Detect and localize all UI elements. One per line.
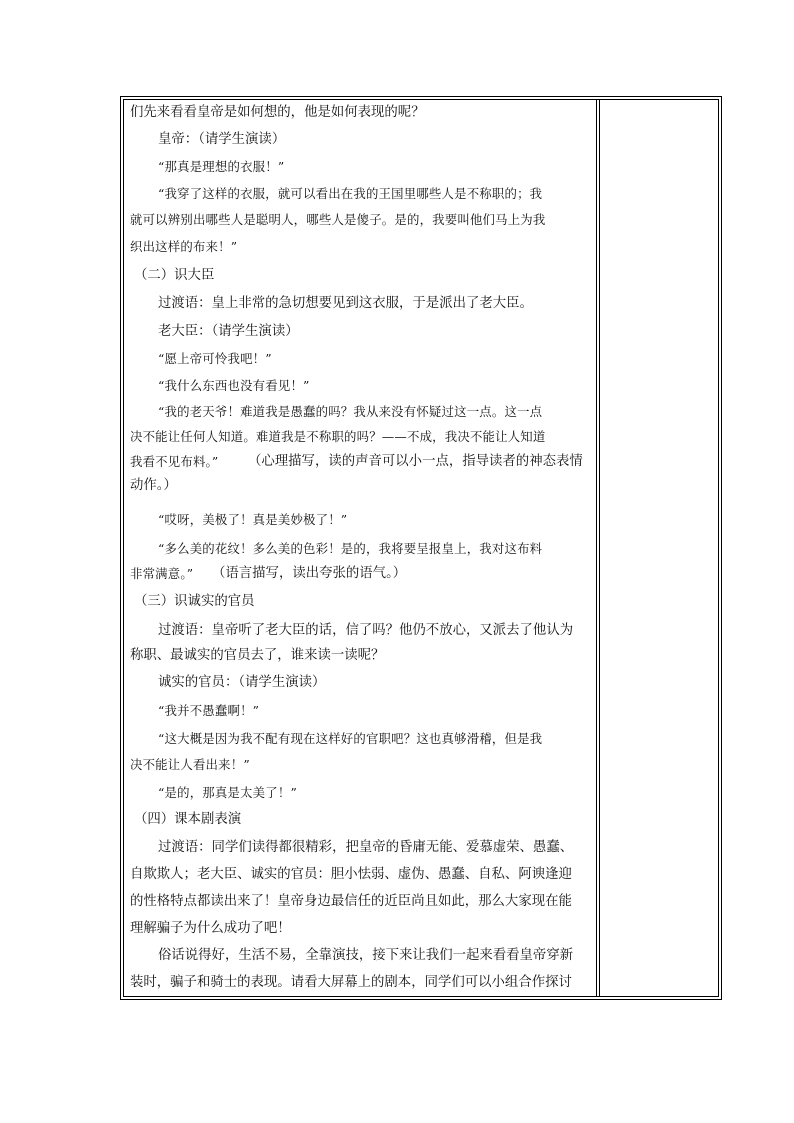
section-heading: （四）课本剧表演 [134, 812, 242, 827]
text-line: 俗话说得好，生活不易，全靠演技，接下来让我们一起来看看皇帝穿新 [158, 948, 574, 963]
text-line: 诚实的官员：（请学生演读） [158, 675, 326, 690]
quote-line: 织出这样的布来！” [130, 239, 238, 254]
column-divider [596, 100, 597, 996]
section-heading: （二）识大臣 [134, 268, 215, 283]
quote-line: “我的老天爷！难道我是愚蠢的吗？我从来没有怀疑过这一点。这一点 [158, 404, 543, 419]
text-line: 们先来看看皇帝是如何想的，他是如何表现的呢？ [130, 105, 425, 120]
column-divider-double [599, 100, 600, 996]
quote-line: “我穿了这样的衣服，就可以看出在我的王国里哪些人是不称职的；我 [158, 186, 543, 201]
text-line: 皇帝：（请学生演读） [158, 132, 286, 147]
text-line: 老大臣：（请学生演读） [158, 324, 299, 339]
text-line: 动作。） [130, 478, 177, 493]
text-line: 装时，骗子和骑士的表现。请看大屏幕上的剧本，同学们可以小组合作探讨 [130, 975, 572, 990]
text-line: 过渡语：皇帝听了老大臣的话，信了吗？他仍不放心，又派去了他认为 [158, 623, 574, 638]
annotation-text: （心理描写，读的声音可以小一点，指导读者的神态表情 [248, 454, 583, 469]
quote-line: 就可以辨别出哪些人是聪明人，哪些人是傻子。是的，我要叫他们马上为我 [130, 212, 546, 227]
quote-line: 我看不见布料。” [130, 454, 219, 469]
quote-line: 决不能让人看出来！” [130, 757, 250, 772]
text-line: 自欺欺人；老大臣、诚实的官员：胆小怯弱、虚伪、愚蠢、自私、阿谀逢迎 [130, 867, 572, 882]
quote-line: “愿上帝可怜我吧！” [158, 351, 272, 366]
table-inner-border [123, 99, 719, 997]
quote-line: “是的，那真是太美了！” [158, 785, 297, 800]
quote-line: “哎呀，美极了！真是美妙极了！” [158, 512, 348, 527]
lesson-table [120, 96, 722, 1000]
quote-line: “多么美的花纹！多么美的色彩！是的，我将要呈报皇上，我对这布料 [158, 541, 543, 556]
text-line: 过渡语：同学们读得都很精彩，把皇帝的昏庸无能、爱慕虚荣、愚蠢、 [158, 840, 574, 855]
text-line: 的性格特点都读出来了！皇帝身边最信任的近臣尚且如此，那么大家现在能 [130, 894, 572, 909]
quote-line: “我什么东西也没有看见！” [158, 378, 310, 393]
quote-line: 非常满意。” [130, 566, 194, 581]
annotation-text: （语言描写，读出夸张的语气。） [212, 566, 407, 581]
text-line: 过渡语：皇上非常的急切想要见到这衣服，于是派出了老大臣。 [158, 296, 533, 311]
text-line: 理解骗子为什么成功了吧！ [130, 921, 291, 936]
quote-line: “我并不愚蠢啊！” [158, 703, 260, 718]
quote-line: “那真是理想的衣服！” [158, 159, 285, 174]
quote-line: “这大概是因为我不配有现在这样好的官职吧？这也真够滑稽，但是我 [158, 731, 543, 746]
text-line: 称职、最诚实的官员去了，谁来读一读呢？ [130, 648, 385, 663]
quote-line: 决不能让任何人知道。难道我是不称职的吗？——不成，我决不能让人知道 [130, 429, 546, 444]
section-heading: （三）识诚实的官员 [134, 594, 255, 609]
